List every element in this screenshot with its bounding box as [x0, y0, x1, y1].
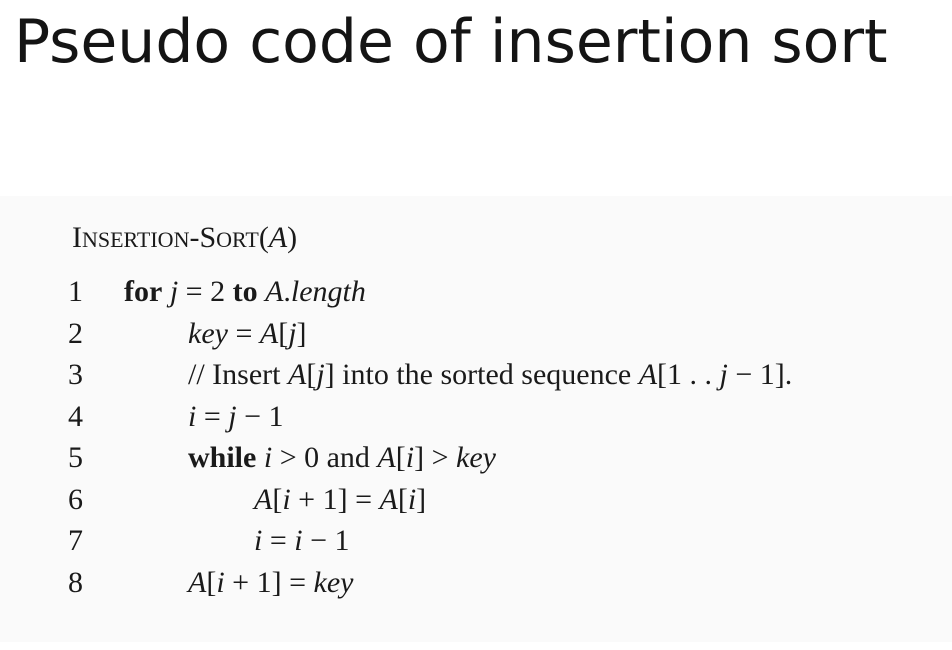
code-text: [: [206, 565, 217, 599]
line-number: 4: [68, 399, 83, 433]
code-line-2: [0, 314, 952, 354]
code-text: = 2: [178, 275, 233, 308]
variable: key: [456, 441, 496, 474]
variable: i: [294, 524, 303, 557]
algorithm-name-initial-1: I: [72, 221, 82, 254]
code-text: [: [278, 316, 289, 350]
code-line-3: [0, 355, 952, 395]
code-text: // Insert: [188, 358, 288, 391]
variable: A: [287, 358, 307, 391]
code-text: + 1] =: [290, 482, 380, 516]
code-line-6: [0, 480, 952, 520]
line-number: 5: [68, 441, 83, 474]
variable: j: [228, 399, 237, 433]
slide-title: Pseudo code of insertion sort: [14, 7, 888, 77]
keyword: to: [232, 275, 258, 308]
code-text: ] into the sorted sequence: [324, 358, 639, 391]
variable: A: [254, 482, 273, 516]
line-code: [188, 438, 496, 478]
line-code: [124, 272, 366, 312]
code-text: ]: [296, 316, 307, 350]
variable: i: [254, 524, 263, 557]
algorithm-paren-open: (: [258, 221, 269, 254]
variable: j: [719, 358, 728, 391]
line-number: 7: [68, 524, 83, 557]
line-number: 8: [68, 565, 83, 599]
keyword: for: [124, 275, 163, 308]
algorithm-paren-close: ): [287, 221, 298, 254]
code-text: =: [196, 399, 229, 433]
line-code: [188, 314, 307, 354]
code-text: [: [397, 482, 408, 516]
line-number: 1: [68, 275, 83, 308]
variable: length: [290, 275, 366, 308]
line-code: [188, 397, 284, 437]
code-text: [162, 275, 170, 308]
code-line-4: [0, 397, 952, 437]
line-code: [254, 521, 350, 561]
variable: i: [405, 441, 415, 474]
code-text: + 1] =: [224, 565, 314, 599]
pseudocode-panel: [0, 196, 952, 642]
code-text: .: [283, 275, 291, 308]
algorithm-name-hyphen: -: [189, 221, 200, 254]
code-text: =: [262, 524, 295, 557]
variable: A: [188, 565, 207, 599]
variable: A: [259, 316, 279, 350]
algorithm-name-rest-2: ORT: [216, 227, 259, 252]
algorithm-parameter: A: [268, 221, 288, 254]
algorithm-header: [72, 220, 297, 258]
code-line-5: [0, 438, 952, 478]
variable: i: [216, 565, 225, 599]
code-text: ]: [416, 482, 427, 516]
code-text: − 1: [236, 399, 284, 433]
algorithm-name-rest-1: NSERTION: [82, 227, 190, 252]
variable: A: [638, 358, 658, 391]
code-text: [258, 275, 266, 308]
variable: j: [288, 316, 297, 350]
line-number: 2: [68, 316, 83, 350]
variable: A: [379, 482, 398, 516]
variable: j: [316, 358, 325, 391]
line-number: 3: [68, 358, 83, 391]
code-text: − 1].: [727, 358, 793, 391]
keyword: while: [188, 441, 257, 474]
variable: A: [377, 441, 396, 474]
line-code: [188, 563, 353, 603]
variable: i: [263, 441, 273, 474]
code-line-7: [0, 521, 952, 561]
code-text: [: [395, 441, 406, 474]
code-line-8: [0, 563, 952, 603]
variable: A: [265, 275, 284, 308]
variable: i: [282, 482, 291, 516]
code-line-1: [0, 272, 952, 312]
code-text: [: [306, 358, 317, 391]
variable: key: [188, 316, 228, 350]
code-text: − 1: [302, 524, 350, 557]
line-code: [254, 480, 426, 520]
code-text: =: [227, 316, 260, 350]
code-text: [: [272, 482, 283, 516]
code-text: [1 . .: [657, 358, 720, 391]
algorithm-name-initial-2: S: [199, 221, 217, 254]
variable: i: [407, 482, 417, 516]
variable: i: [188, 399, 197, 433]
code-text: > 0 and: [272, 441, 378, 474]
variable: key: [313, 565, 354, 599]
code-text: [256, 441, 264, 474]
line-code: [188, 355, 792, 395]
code-text: ] >: [414, 441, 457, 474]
line-number: 6: [68, 482, 83, 516]
variable: j: [169, 275, 179, 308]
